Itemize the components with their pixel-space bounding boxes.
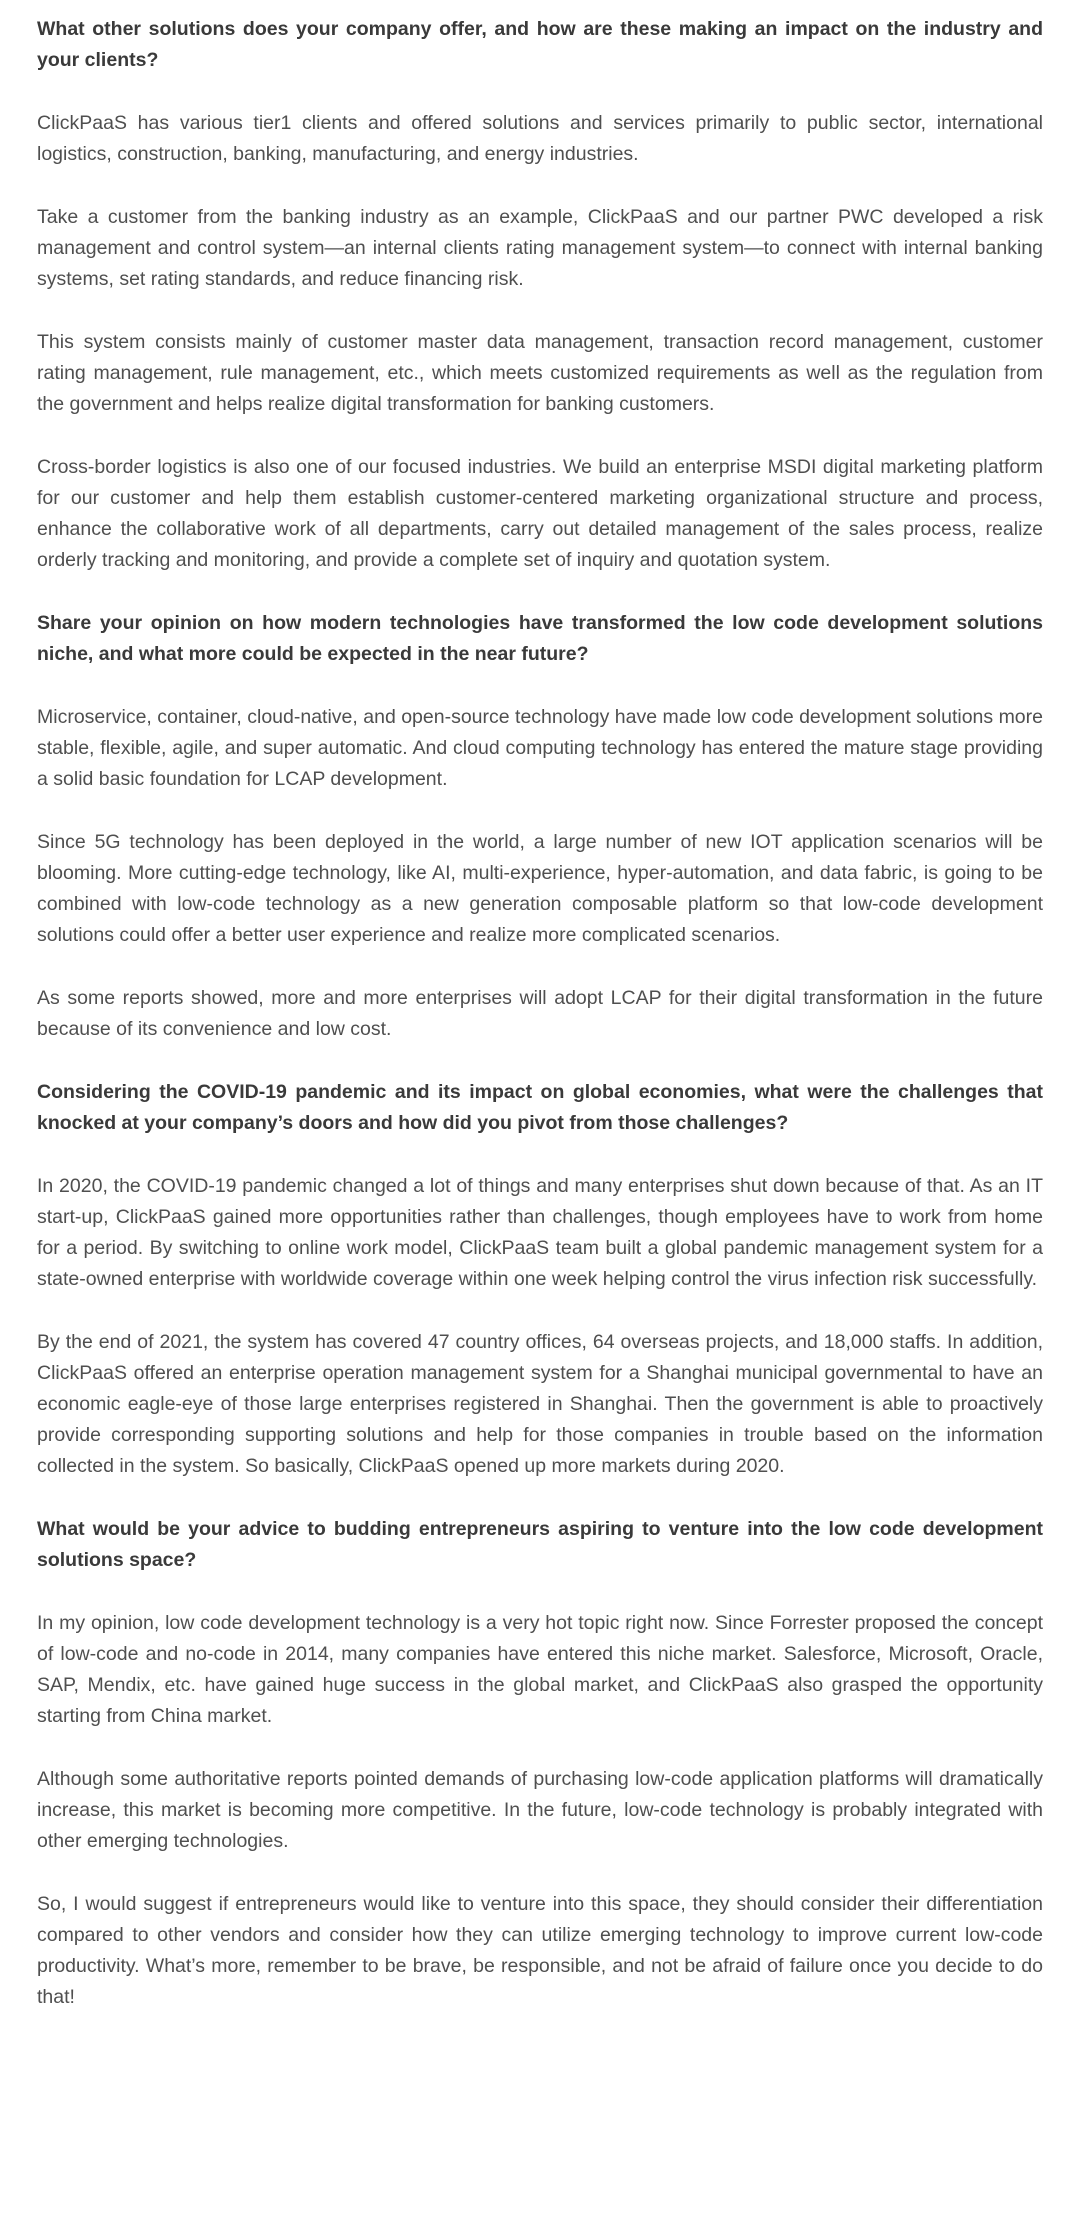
answer-paragraph: In my opinion, low code development technology is a very hot topic right now. Since Forrester proposed the concept of low-code and no-code in 2014, many companies have entered this niche market. Salesforce, Microsoft, Oracle, SAP, Mendix, etc. have gained huge success in the global market, and ClickPaaS also grasped the opportunity starting from China market.: [37, 1612, 1043, 1727]
answer-paragraph: In 2020, the COVID-19 pandemic changed a lot of things and many enterprises shut down because of that. As an IT start-up, ClickPaaS gained more opportunities rather than challenges, though employees have to work from home for a period. By switching to online work model, ClickPaaS team built a global pandemic management system for a state-owned enterprise with worldwide coverage within one week helping control the virus infection risk successfully.: [37, 1175, 1043, 1290]
question-heading: What other solutions does your company offer, and how are these making an impact on the industry and your clients?: [37, 18, 1043, 71]
answer-paragraph: So, I would suggest if entrepreneurs would like to venture into this space, they should consider their differentiation compared to other vendors and consider how they can utilize emerging technology to improve current low-code productivity. What’s more, remember to be brave, be responsible, and not be afraid of failure once you decide to do that!: [37, 1893, 1043, 2008]
answer-paragraph: Take a customer from the banking industry as an example, ClickPaaS and our partner PWC developed a risk management and control system—an internal clients rating management system—to connect with internal banking systems, set rating standards, and reduce financing risk.: [37, 206, 1043, 290]
question-heading: Share your opinion on how modern technologies have transformed the low code development solutions niche, and what more could be expected in the near future?: [37, 612, 1043, 665]
answer-paragraph: By the end of 2021, the system has covered 47 country offices, 64 overseas projects, and 18,000 staffs. In addition, ClickPaaS offered an enterprise operation management system for a Shanghai municipal governmental to have an economic eagle-eye of those large enterprises registered in Shanghai. Then the government is able to proactively provide corresponding supporting solutions and help for those companies in trouble based on the information collected in the system. So basically, ClickPaaS opened up more markets during 2020.: [37, 1331, 1043, 1477]
answer-paragraph: Microservice, container, cloud-native, and open-source technology have made low code development solutions more stable, flexible, agile, and super automatic. And cloud computing technology has entered the mature stage providing a solid basic foundation for LCAP development.: [37, 706, 1043, 790]
answer-paragraph: Cross-border logistics is also one of our focused industries. We build an enterprise MSDI digital marketing platform for our customer and help them establish customer-centered marketing organizational structure and process, enhance the collaborative work of all departments, carry out detailed management of the sales process, realize orderly tracking and monitoring, and provide a complete set of inquiry and quotation system.: [37, 456, 1043, 571]
question-heading: Considering the COVID-19 pandemic and its impact on global economies, what were the challenges that knocked at your company’s doors and how did you pivot from those challenges?: [37, 1081, 1043, 1134]
answer-paragraph: This system consists mainly of customer master data management, transaction record management, customer rating management, rule management, etc., which meets customized requirements as well as the regulation from the government and helps realize digital transformation for banking customers.: [37, 331, 1043, 415]
answer-paragraph: Since 5G technology has been deployed in the world, a large number of new IOT application scenarios will be blooming. More cutting-edge technology, like AI, multi-experience, hyper-automation, and data fabric, is going to be combined with low-code technology as a new generation composable platform so that low-code development solutions could offer a better user experience and realize more complicated scenarios.: [37, 831, 1043, 946]
answer-paragraph: ClickPaaS has various tier1 clients and offered solutions and services primarily to public sector, international logistics, construction, banking, manufacturing, and energy industries.: [37, 112, 1043, 165]
answer-paragraph: Although some authoritative reports pointed demands of purchasing low-code application platforms will dramatically increase, this market is becoming more competitive. In the future, low-code technology is probably integrated with other emerging technologies.: [37, 1768, 1043, 1852]
question-heading: What would be your advice to budding entrepreneurs aspiring to venture into the low code development solutions space?: [37, 1518, 1043, 1571]
answer-paragraph: As some reports showed, more and more enterprises will adopt LCAP for their digital transformation in the future because of its convenience and low cost.: [37, 987, 1043, 1040]
